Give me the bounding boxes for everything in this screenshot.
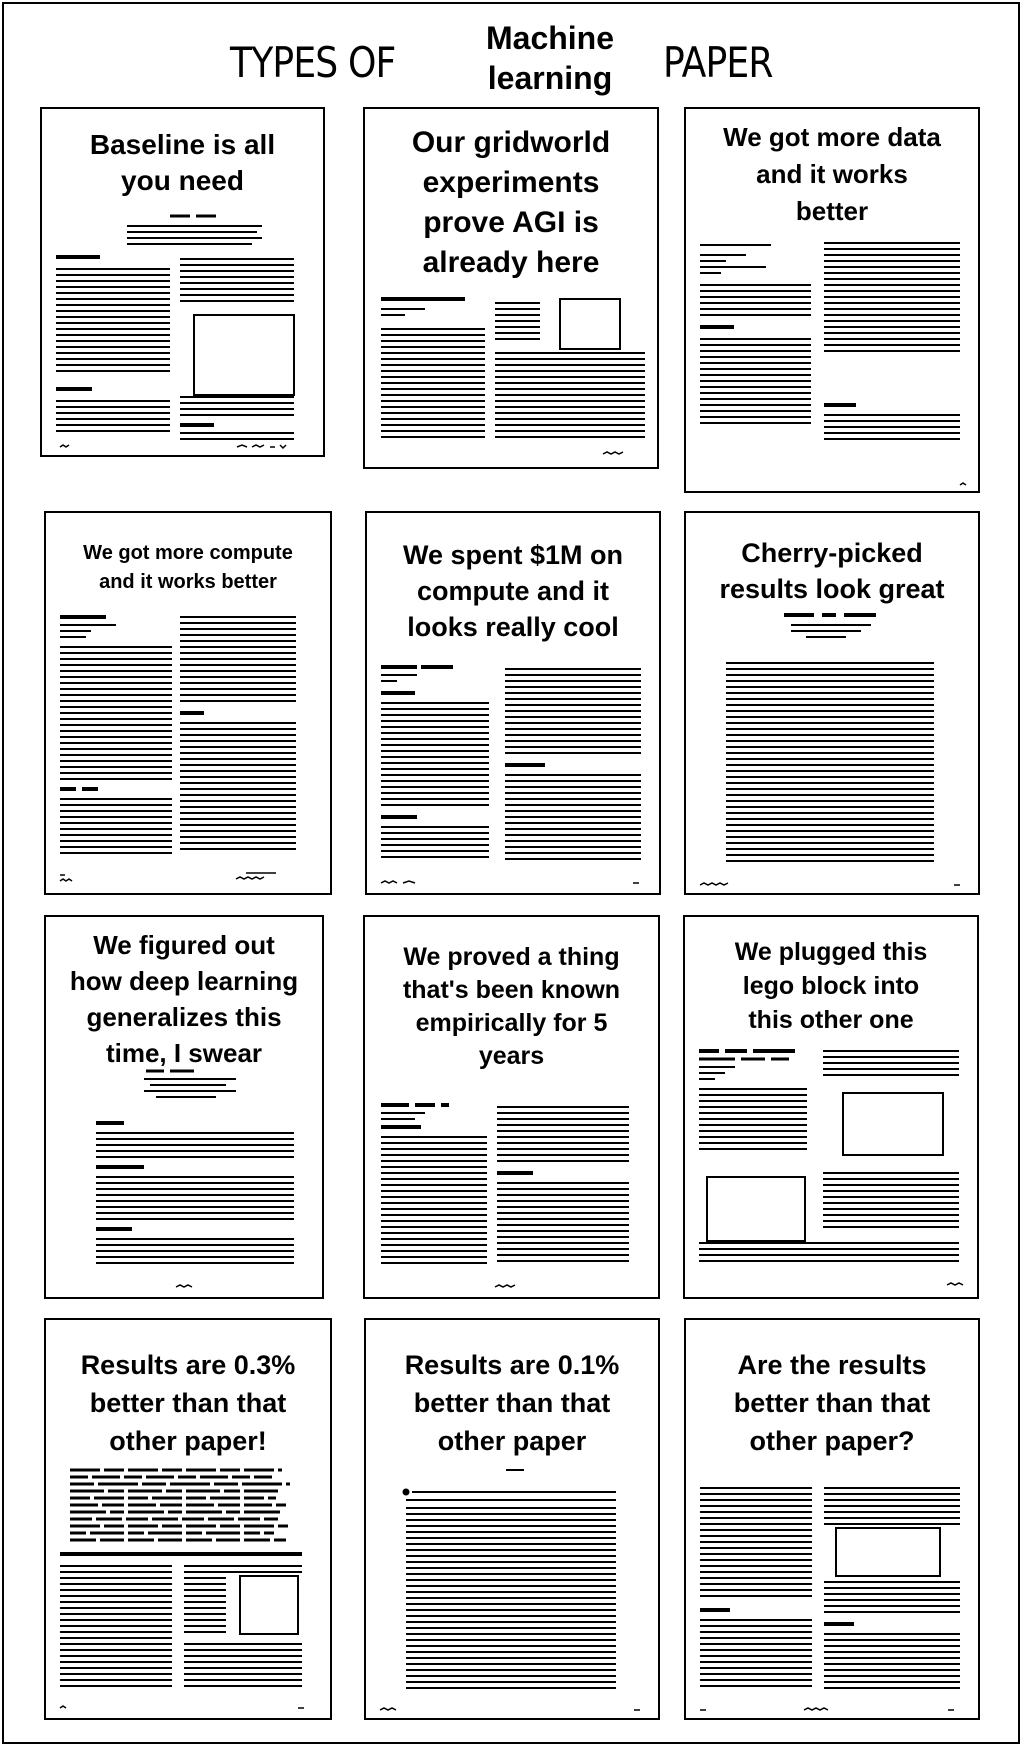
paper-title-line: Our gridworld: [411, 126, 611, 159]
paper-title-line: better: [795, 196, 869, 226]
paper-title-line: years: [478, 1042, 545, 1070]
paper-panel-10: [44, 1318, 332, 1720]
comic-title-middle-line2: learning: [487, 60, 613, 96]
comic-title-prefix: TYPES OF: [230, 38, 396, 87]
paper-panel-4: [44, 511, 332, 895]
paper-body-text: [685, 917, 981, 1301]
paper-title-line: We got more data: [723, 122, 941, 152]
paper-title-line: lego block into: [742, 972, 920, 1000]
paper-panel-3: [684, 107, 980, 493]
paper-panel-9: [683, 915, 979, 1299]
paper-title-line: Cherry-picked: [741, 538, 923, 568]
paper-title-line: better than that: [733, 1388, 931, 1418]
paper-body-text: [686, 1320, 982, 1722]
paper-title-line: We plugged this: [734, 938, 928, 966]
paper-body-text: [42, 109, 327, 459]
paper-title-line: and it works better: [99, 571, 277, 593]
paper-title-line: and it works: [756, 159, 908, 189]
paper-title-line: We got more compute: [83, 542, 293, 564]
paper-title-line: other paper!: [109, 1426, 267, 1456]
paper-title-line: We figured out: [93, 930, 275, 960]
paper-panel-12: [684, 1318, 980, 1720]
paper-title-line: better than that: [413, 1388, 611, 1418]
paper-panel-11: [364, 1318, 660, 1720]
paper-title-line: how deep learning: [69, 966, 299, 996]
comic-title-middle: [470, 18, 630, 98]
paper-body-text: [46, 1320, 334, 1722]
paper-title-line: better than that: [89, 1388, 287, 1418]
paper-title-line: that's been known: [402, 976, 621, 1004]
paper-panel-7: [44, 915, 324, 1299]
paper-body-text: [46, 513, 334, 897]
paper-title-line: results look great: [719, 574, 945, 604]
paper-title-line: We proved a thing: [403, 943, 620, 971]
paper-title-line: We spent $1M on: [402, 540, 624, 570]
paper-panel-2: [363, 107, 659, 469]
paper-title-line: generalizes this: [86, 1002, 282, 1032]
paper-panel-1: [40, 107, 325, 457]
comic-title-middle-line1: Machine: [485, 20, 615, 56]
comic-title-suffix: PAPER: [663, 38, 773, 87]
paper-title-line: Results are 0.3%: [80, 1350, 296, 1380]
paper-panel-8: [363, 915, 660, 1299]
paper-title-line: Results are 0.1%: [404, 1350, 620, 1380]
paper-body-text: [367, 513, 663, 897]
paper-title-line: you need: [121, 165, 244, 196]
paper-title-line: compute and it: [416, 576, 609, 606]
paper-title-line: this other one: [748, 1006, 914, 1034]
paper-title-line: already here: [422, 246, 600, 279]
paper-body-text: [686, 109, 982, 495]
paper-title-line: prove AGI is: [423, 206, 599, 239]
paper-body-text: [686, 513, 982, 897]
paper-title-line: time, I swear: [105, 1038, 263, 1068]
paper-body-text: [46, 917, 326, 1301]
paper-body-text: [365, 109, 661, 471]
paper-title-line: experiments: [422, 166, 600, 199]
paper-title-line: Baseline is all: [89, 129, 276, 160]
paper-body-text: [365, 917, 662, 1301]
paper-title-line: looks really cool: [407, 612, 619, 642]
paper-title-line: Are the results: [737, 1350, 927, 1380]
paper-panel-6: [684, 511, 980, 895]
paper-title-line: other paper: [437, 1426, 587, 1456]
paper-panel-5: [365, 511, 661, 895]
paper-title-line: empirically for 5: [415, 1009, 608, 1037]
paper-title-line: other paper?: [749, 1426, 915, 1456]
paper-body-text: [366, 1320, 662, 1722]
